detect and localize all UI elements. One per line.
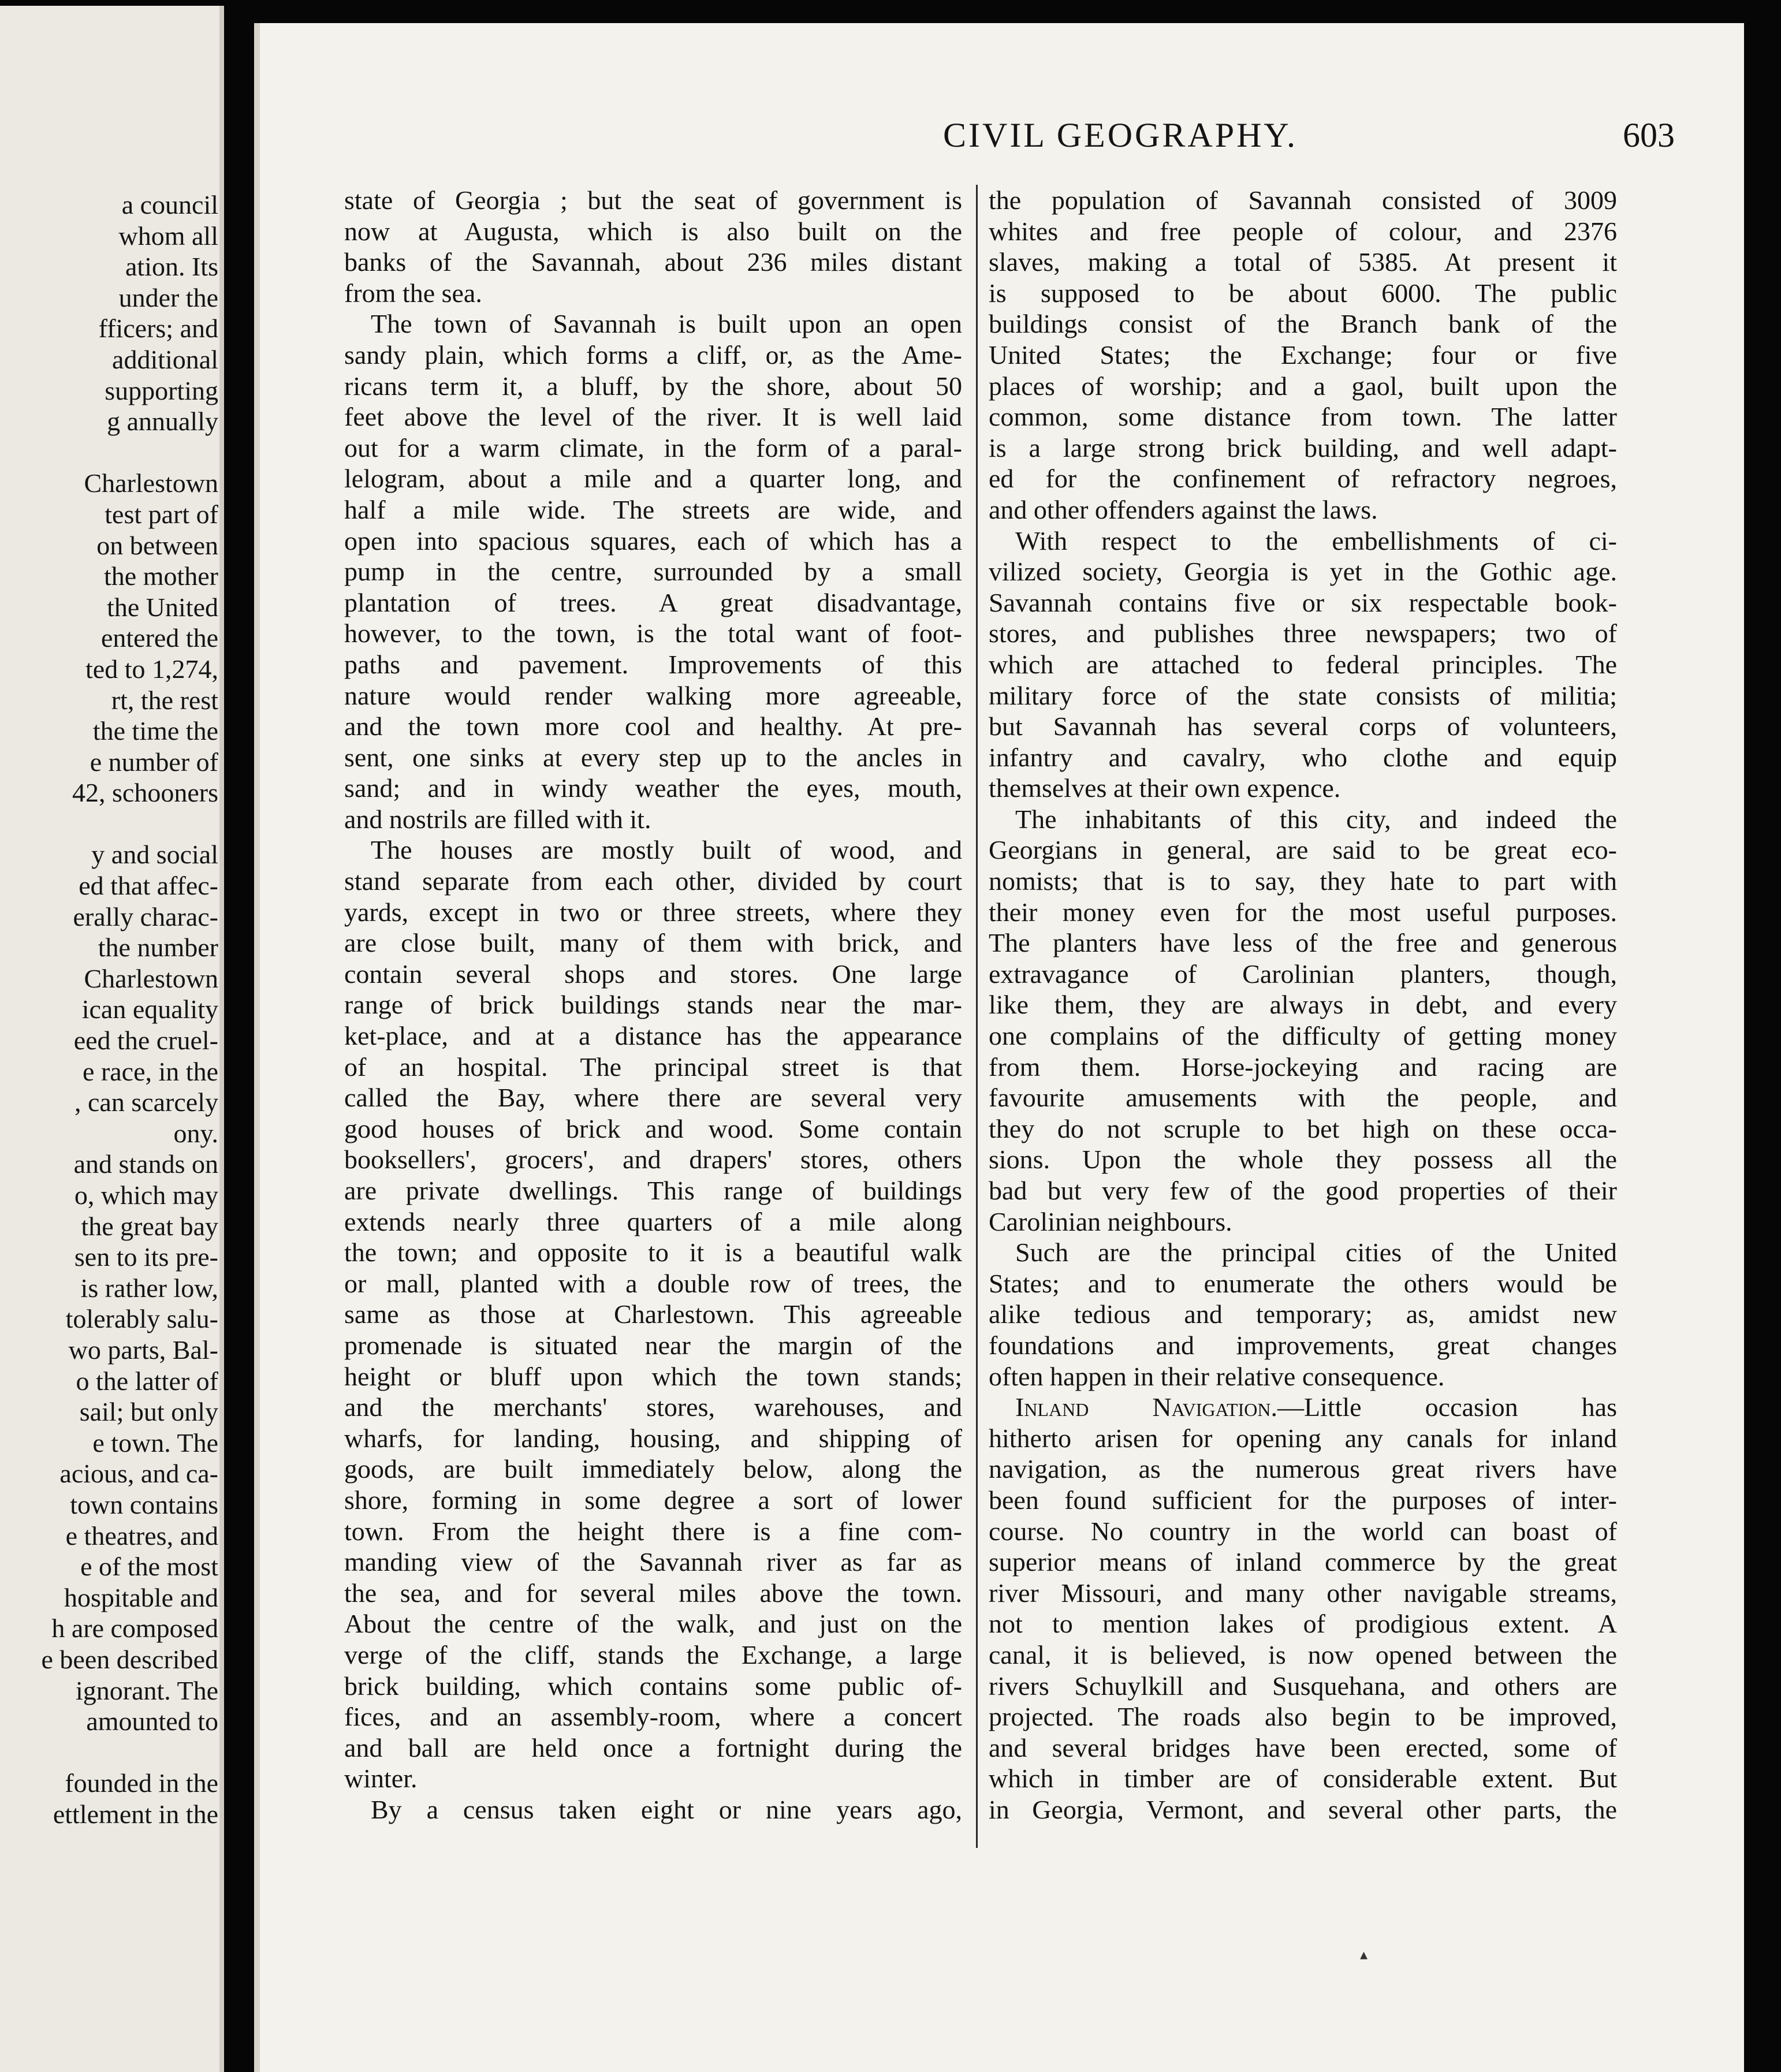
text-line: is supposed to be about 6000. The public xyxy=(989,278,1617,308)
text-line: themselves at their own expence. xyxy=(989,773,1341,803)
text-line: shore, forming in some degree a sort of lower xyxy=(344,1485,962,1515)
text-line: places of worship; and a gaol, built upon the xyxy=(989,371,1617,401)
text-line: however, to the town, is the total want of foot- xyxy=(344,618,962,649)
text-line: paths and pavement. Improvements of this xyxy=(344,649,962,679)
ink-speck: ▴ xyxy=(1360,1946,1368,1963)
fragment-line: sen to its pre- xyxy=(74,1242,218,1272)
text-line: Georgians in general, are said to be great eco- xyxy=(989,835,1617,865)
text-line: slaves, making a total of 5385. At present it xyxy=(989,247,1617,277)
text-line: called the Bay, where there are several very xyxy=(344,1083,962,1113)
fragment-line: e race, in the xyxy=(83,1056,218,1086)
section-heading: Inland Navigation.— xyxy=(1015,1392,1304,1422)
text-line: States; and to enumerate the others would be xyxy=(989,1268,1617,1298)
fragment-line: the great bay xyxy=(81,1211,218,1241)
text-line: manding view of the Savannah river as far as xyxy=(344,1547,962,1577)
text-line: By a census taken eight or nine years ago, xyxy=(371,1794,962,1824)
text-line: superior means of inland commerce by the great xyxy=(989,1547,1617,1577)
text-line: open into spacious squares, each of which has a xyxy=(344,526,962,556)
text-line: been found sufficient for the purposes of inter- xyxy=(989,1485,1617,1515)
text-line: lelogram, about a mile and a quarter long, and xyxy=(344,464,962,494)
fragment-line: o the latter of xyxy=(76,1366,218,1396)
text-line: now at Augusta, which is also built on the xyxy=(344,216,962,246)
fragment-line: acious, and ca- xyxy=(59,1459,218,1489)
fragment-line: g annually xyxy=(107,407,218,437)
text-line: The planters have less of the free and generous xyxy=(989,928,1617,958)
fragment-line: wo parts, Bal- xyxy=(68,1335,218,1365)
text-line: sandy plain, which forms a cliff, or, as the Ame- xyxy=(344,340,962,370)
fragment-line: town contains xyxy=(70,1489,218,1519)
text-line: not to mention lakes of prodigious extent. A xyxy=(989,1609,1617,1639)
fragment-line: ignorant. The xyxy=(76,1675,218,1705)
fragment-line: the United xyxy=(107,592,218,622)
text-line: ed for the confinement of refractory negroes, xyxy=(989,464,1617,494)
text-line: Carolinian neighbours. xyxy=(989,1206,1232,1236)
fragment-line: rt, the rest xyxy=(111,685,218,715)
text-line: foundations and improvements, great changes xyxy=(989,1330,1617,1360)
fragment-line: y and social xyxy=(91,840,218,870)
text-run: Little occasion has xyxy=(1303,1392,1617,1422)
text-line: often happen in their relative consequence. xyxy=(989,1361,1445,1391)
text-line: but Savannah has several corps of volunteers, xyxy=(989,711,1617,741)
text-line: out for a warm climate, in the form of a paral- xyxy=(344,433,962,463)
text-line: vilized society, Georgia is yet in the Gothic age. xyxy=(989,557,1617,587)
fragment-line: hospitable and xyxy=(64,1582,218,1612)
text-line: extends nearly three quarters of a mile along xyxy=(344,1206,962,1236)
text-line: like them, they are always in debt, and every xyxy=(989,990,1617,1020)
text-line: hitherto arisen for opening any canals for inland xyxy=(989,1423,1617,1453)
text-line: common, some distance from town. The latter xyxy=(989,402,1617,432)
text-line: stand separate from each other, divided by court xyxy=(344,866,962,896)
text-line: banks of the Savannah, about 236 miles distant xyxy=(344,247,962,277)
text-line: buildings consist of the Branch bank of the xyxy=(989,309,1617,339)
fragment-line xyxy=(0,808,218,840)
text-line: plantation of trees. A great disadvantage, xyxy=(344,587,962,617)
text-line: the town; and opposite to it is a beautiful walk xyxy=(344,1238,962,1268)
left-page-fragment xyxy=(0,6,224,2072)
text-line: winter. xyxy=(344,1764,418,1794)
fragment-line: e town. The xyxy=(92,1428,218,1458)
fragment-line: supporting xyxy=(105,375,218,405)
text-line: and the town more cool and healthy. At pre- xyxy=(344,711,962,741)
left-page-text xyxy=(0,189,218,1829)
running-head: CIVIL GEOGRAPHY. xyxy=(942,116,1298,154)
text-line: sent, one sinks at every step up to the ancles in xyxy=(344,742,962,772)
text-line: yards, except in two or three streets, where they xyxy=(344,897,962,927)
text-line: is a large strong brick building, and well adapt- xyxy=(989,433,1617,463)
fragment-line: Charlestown xyxy=(84,468,218,498)
text-line: About the centre of the walk, and just on the xyxy=(344,1609,962,1639)
right-page xyxy=(254,23,1744,2072)
fragment-line: fficers; and xyxy=(98,314,218,344)
text-line: and the merchants' stores, warehouses, and xyxy=(344,1392,962,1422)
fragment-line: ation. Its xyxy=(125,252,218,282)
text-column-right xyxy=(989,185,1617,1825)
text-line: goods, are built immediately below, along the xyxy=(344,1454,962,1484)
fragment-line: the mother xyxy=(104,561,218,591)
text-line: sand; and in windy weather the eyes, mouth, xyxy=(344,773,962,803)
fragment-line: sail; but only xyxy=(79,1397,218,1427)
text-line: their money even for the most useful purposes. xyxy=(989,897,1617,927)
text-line: Savannah contains five or six respectable book- xyxy=(989,587,1617,617)
text-line: one complains of the difficulty of getting money xyxy=(989,1021,1617,1051)
text-column-left xyxy=(344,185,962,1825)
text-line: extravagance of Carolinian planters, though, xyxy=(989,959,1617,989)
text-line: alike tedious and temporary; as, amidst new xyxy=(989,1299,1617,1329)
text-line: and other offenders against the laws. xyxy=(989,494,1378,524)
text-line: canal, it is believed, is now opened between the xyxy=(989,1639,1617,1669)
text-line: bad but very few of the good properties of their xyxy=(989,1176,1617,1205)
fragment-line: the number xyxy=(98,933,218,963)
text-line: of an hospital. The principal street is that xyxy=(344,1052,962,1082)
fragment-line: ony. xyxy=(173,1118,218,1148)
text-line: good houses of brick and wood. Some contain xyxy=(344,1113,962,1143)
text-line: pump in the centre, surrounded by a small xyxy=(344,557,962,587)
text-line: contain several shops and stores. One large xyxy=(344,959,962,989)
text-line: course. No country in the world can boast of xyxy=(989,1516,1617,1546)
fragment-line: ican equality xyxy=(81,994,218,1024)
text-line: river Missouri, and many other navigable streams, xyxy=(989,1578,1617,1608)
text-line: fices, and an assembly-room, where a concert xyxy=(344,1702,962,1732)
fragment-line: a council xyxy=(121,190,218,219)
text-line: military force of the state consists of militia; xyxy=(989,680,1617,710)
text-line: range of brick buildings stands near the mar- xyxy=(344,990,962,1020)
text-line: sions. Upon the whole they possess all the xyxy=(989,1145,1617,1175)
text-line: nomists; that is to say, they hate to part with xyxy=(989,866,1617,896)
fragment-line: entered the xyxy=(100,623,218,653)
text-line: United States; the Exchange; four or five xyxy=(989,340,1617,370)
column-divider xyxy=(976,185,978,1848)
text-line: from them. Horse-jockeying and racing are xyxy=(989,1052,1617,1082)
text-line: favourite amusements with the people, and xyxy=(989,1083,1617,1113)
text-line: and nostrils are filled with it. xyxy=(344,804,651,834)
fragment-line: eed the cruel- xyxy=(73,1026,218,1056)
text-line: same as those at Charlestown. This agreeable xyxy=(344,1299,962,1329)
text-line: are private dwellings. This range of buildings xyxy=(344,1176,962,1205)
fragment-line: ed that affec- xyxy=(79,871,218,901)
text-line: and ball are held once a fortnight during the xyxy=(344,1732,962,1762)
text-line: ket-place, and at a distance has the appearance xyxy=(344,1021,962,1051)
fragment-line: e of the most xyxy=(80,1552,218,1582)
fragment-line: amounted to xyxy=(86,1706,218,1736)
text-line: they do not scruple to bet high on these occa- xyxy=(989,1113,1617,1143)
text-line: The houses are mostly built of wood, and xyxy=(371,835,962,865)
fragment-line: ted to 1,274, xyxy=(85,654,218,684)
text-line: feet above the level of the river. It is well laid xyxy=(344,402,962,432)
fragment-line: whom all xyxy=(118,221,218,251)
text-line: the sea, and for several miles above the town. xyxy=(344,1578,962,1608)
fragment-line: is rather low, xyxy=(80,1273,218,1303)
fragment-line: e been described xyxy=(41,1644,218,1674)
text-line: verge of the cliff, stands the Exchange, a large xyxy=(344,1639,962,1669)
text-line: infantry and cavalry, who clothe and equip xyxy=(989,742,1617,772)
text-line: or mall, planted with a double row of trees, the xyxy=(344,1268,962,1298)
fragment-line: , can scarcely xyxy=(74,1087,218,1117)
fragment-line: erally charac- xyxy=(73,901,218,931)
text-line: the population of Savannah consisted of 3009 xyxy=(989,185,1617,215)
fragment-line: founded in the xyxy=(65,1768,218,1798)
text-line: promenade is situated near the margin of the xyxy=(344,1330,962,1360)
text-line: which in timber are of considerable extent. But xyxy=(989,1764,1617,1794)
fragment-line: 42, schooners xyxy=(72,778,218,808)
text-line: from the sea. xyxy=(344,278,482,308)
fragment-line: and stands on xyxy=(73,1149,218,1179)
fragment-line: ettlement in the xyxy=(53,1799,218,1829)
text-line: whites and free people of colour, and 2376 xyxy=(989,216,1617,246)
fragment-line: on between xyxy=(96,530,218,560)
text-line: nature would render walking more agreeable, xyxy=(344,680,962,710)
page-number: 603 xyxy=(1623,116,1675,154)
text-line: With respect to the embellishments of ci- xyxy=(1015,526,1617,556)
text-line: projected. The roads also begin to be improved, xyxy=(989,1702,1617,1732)
text-line: brick building, which contains some public of- xyxy=(344,1671,962,1701)
text-line: wharfs, for landing, housing, and shipping of xyxy=(344,1423,962,1453)
fragment-line: test part of xyxy=(105,499,218,529)
text-line: The town of Savannah is built upon an open xyxy=(371,309,962,339)
fragment-line: o, which may xyxy=(74,1180,218,1210)
text-line: Such are the principal cities of the United xyxy=(1015,1238,1617,1268)
fragment-line: the time the xyxy=(92,716,218,746)
text-line: height or bluff upon which the town stands; xyxy=(344,1361,962,1391)
text-line: are close built, many of them with brick, and xyxy=(344,928,962,958)
text-line xyxy=(989,1392,1617,1423)
text-line: which are attached to federal principles. The xyxy=(989,649,1617,679)
fragment-line: e theatres, and xyxy=(65,1521,218,1551)
fragment-line: tolerably salu- xyxy=(65,1304,218,1334)
text-line: state of Georgia ; but the seat of government is xyxy=(344,185,962,215)
fragment-line: Charlestown xyxy=(84,963,218,993)
fragment-line: h are composed xyxy=(51,1613,218,1644)
text-line: ricans term it, a bluff, by the shore, about 50 xyxy=(344,371,962,401)
text-line: booksellers', grocers', and drapers' stores, others xyxy=(344,1145,962,1175)
fragment-line xyxy=(0,1737,218,1768)
fragment-line: additional xyxy=(112,344,218,374)
text-line: town. From the height there is a fine com- xyxy=(344,1516,962,1546)
text-line: navigation, as the numerous great rivers have xyxy=(989,1454,1617,1484)
text-line: rivers Schuylkill and Susquehana, and others are xyxy=(989,1671,1617,1701)
fragment-line: e number of xyxy=(90,747,218,777)
text-line: The inhabitants of this city, and indeed the xyxy=(1015,804,1617,834)
text-line: half a mile wide. The streets are wide, and xyxy=(344,494,962,524)
text-line: and several bridges have been erected, some of xyxy=(989,1732,1617,1762)
fragment-line: under the xyxy=(118,282,218,312)
text-line: in Georgia, Vermont, and several other parts, the xyxy=(989,1794,1617,1824)
fragment-line xyxy=(0,437,218,468)
text-line: stores, and publishes three newspapers; two of xyxy=(989,618,1617,649)
